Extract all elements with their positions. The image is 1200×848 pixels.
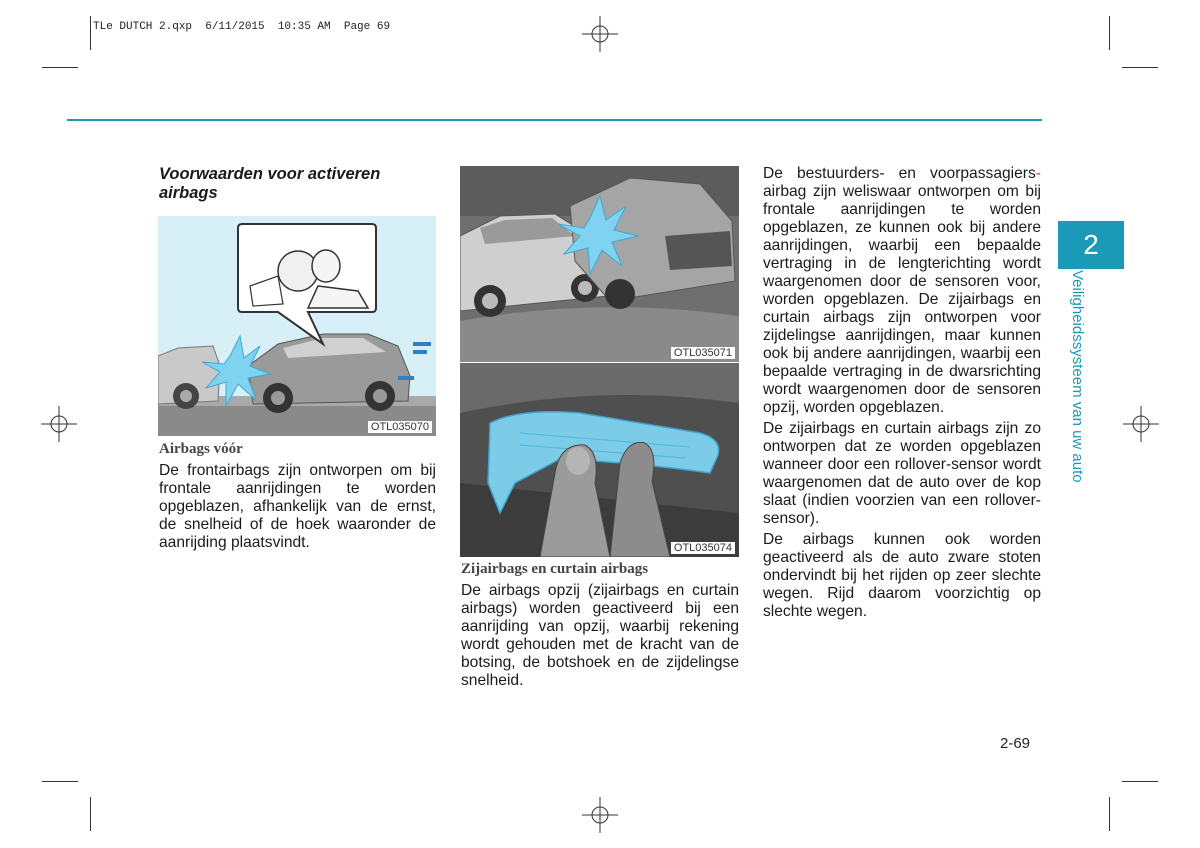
figure-code: OTL035071 bbox=[671, 347, 735, 359]
figure-code: OTL035070 bbox=[368, 421, 432, 433]
crop-mark bbox=[90, 16, 91, 50]
front-crash-photo bbox=[460, 166, 739, 362]
right-text-block bbox=[763, 165, 1041, 621]
crop-mark bbox=[1109, 797, 1110, 831]
left-text-block bbox=[159, 441, 436, 552]
crop-mark bbox=[90, 797, 91, 831]
body-paragraph: De frontairbags zijn ontworpen om bij frontale aanrijdingen te worden opgeblazen, afhankelijk van de ernst, de snelheid of de hoek waaronder de aanrijding plaatsvindt. bbox=[159, 462, 436, 551]
header-rule bbox=[67, 119, 1042, 121]
text-run: airbag zijn weliswaar ontworpen om bij frontale aanrijdingen te worden opgeblazen, ze kunnen ook bij andere aanrijdingen, waarbij een bepaalde vertraging in de lengterichting wordt waargenomen door de sensoren voor, worden opgeblazen. De zijairbags en curtain airbags zijn ontworpen voor zijdelingse aanrijdingen, maar kunnen ook bij andere aanrijdingen, waarbij een bepaalde vertraging in de dwarsrichting wordt waargenomen door de sensoren opzij, worden opgeblazen. bbox=[763, 183, 1041, 416]
crop-mark bbox=[1122, 67, 1158, 68]
body-paragraph bbox=[763, 165, 1041, 417]
curtain-airbag-photo bbox=[460, 363, 739, 557]
crop-mark bbox=[1109, 16, 1110, 50]
body-paragraph: De airbags opzij (zijairbags en curtain airbags) worden geactiveerd bij een aanrijding van opzij, waarbij rekening wordt gehouden met de kracht van de botsing, de botshoek en de zijdelingse snelheid. bbox=[461, 582, 739, 689]
body-paragraph: De airbags kunnen ook worden geactiveerd als de auto zware stoten ondervindt bij het rijden op zeer slechte wegen. Rijd daarom voorzichtig op slechte wegen. bbox=[763, 531, 1041, 620]
figure-caption: Zijairbags en curtain airbags bbox=[461, 561, 649, 577]
body-paragraph: De zijairbags en curtain airbags zijn zo ontworpen dat ze worden opgeblazen wanneer door een rollover-sensor wordt waargenomen dat de auto over de kop slaat (indien voorzien van een rollover-sensor). bbox=[763, 420, 1041, 527]
chapter-tab: 2 bbox=[1058, 221, 1124, 269]
crop-mark bbox=[1122, 781, 1158, 782]
middle-text-block bbox=[461, 561, 739, 690]
left-heading-block bbox=[159, 165, 409, 203]
page-number: 2-69 bbox=[1000, 735, 1031, 752]
figure-caption: Airbags vóór bbox=[159, 441, 243, 457]
soft-hyphen: - bbox=[1035, 165, 1041, 182]
registration-mark-icon bbox=[1123, 406, 1159, 442]
figure-code: OTL035074 bbox=[671, 542, 735, 554]
registration-mark-icon bbox=[582, 16, 618, 52]
front-airbag-figure bbox=[158, 216, 436, 436]
print-header: TLe DUTCH 2.qxp 6/11/2015 10:35 AM Page 69 bbox=[93, 21, 391, 33]
chapter-title-text: Veiligheidssysteem van uw auto bbox=[1069, 270, 1086, 483]
car-collision-illustration bbox=[460, 166, 739, 362]
registration-mark-icon bbox=[582, 797, 618, 833]
crop-mark bbox=[42, 781, 78, 782]
section-heading: Voorwaarden voor activeren airbags bbox=[159, 165, 381, 202]
text-run: De bestuurders- en voorpassagiers bbox=[763, 165, 1036, 182]
chapter-side-title bbox=[1064, 270, 1094, 500]
front-collision-illustration bbox=[158, 216, 436, 436]
registration-mark-icon bbox=[41, 406, 77, 442]
curtain-airbag-illustration bbox=[460, 363, 739, 557]
crop-mark bbox=[42, 67, 78, 68]
